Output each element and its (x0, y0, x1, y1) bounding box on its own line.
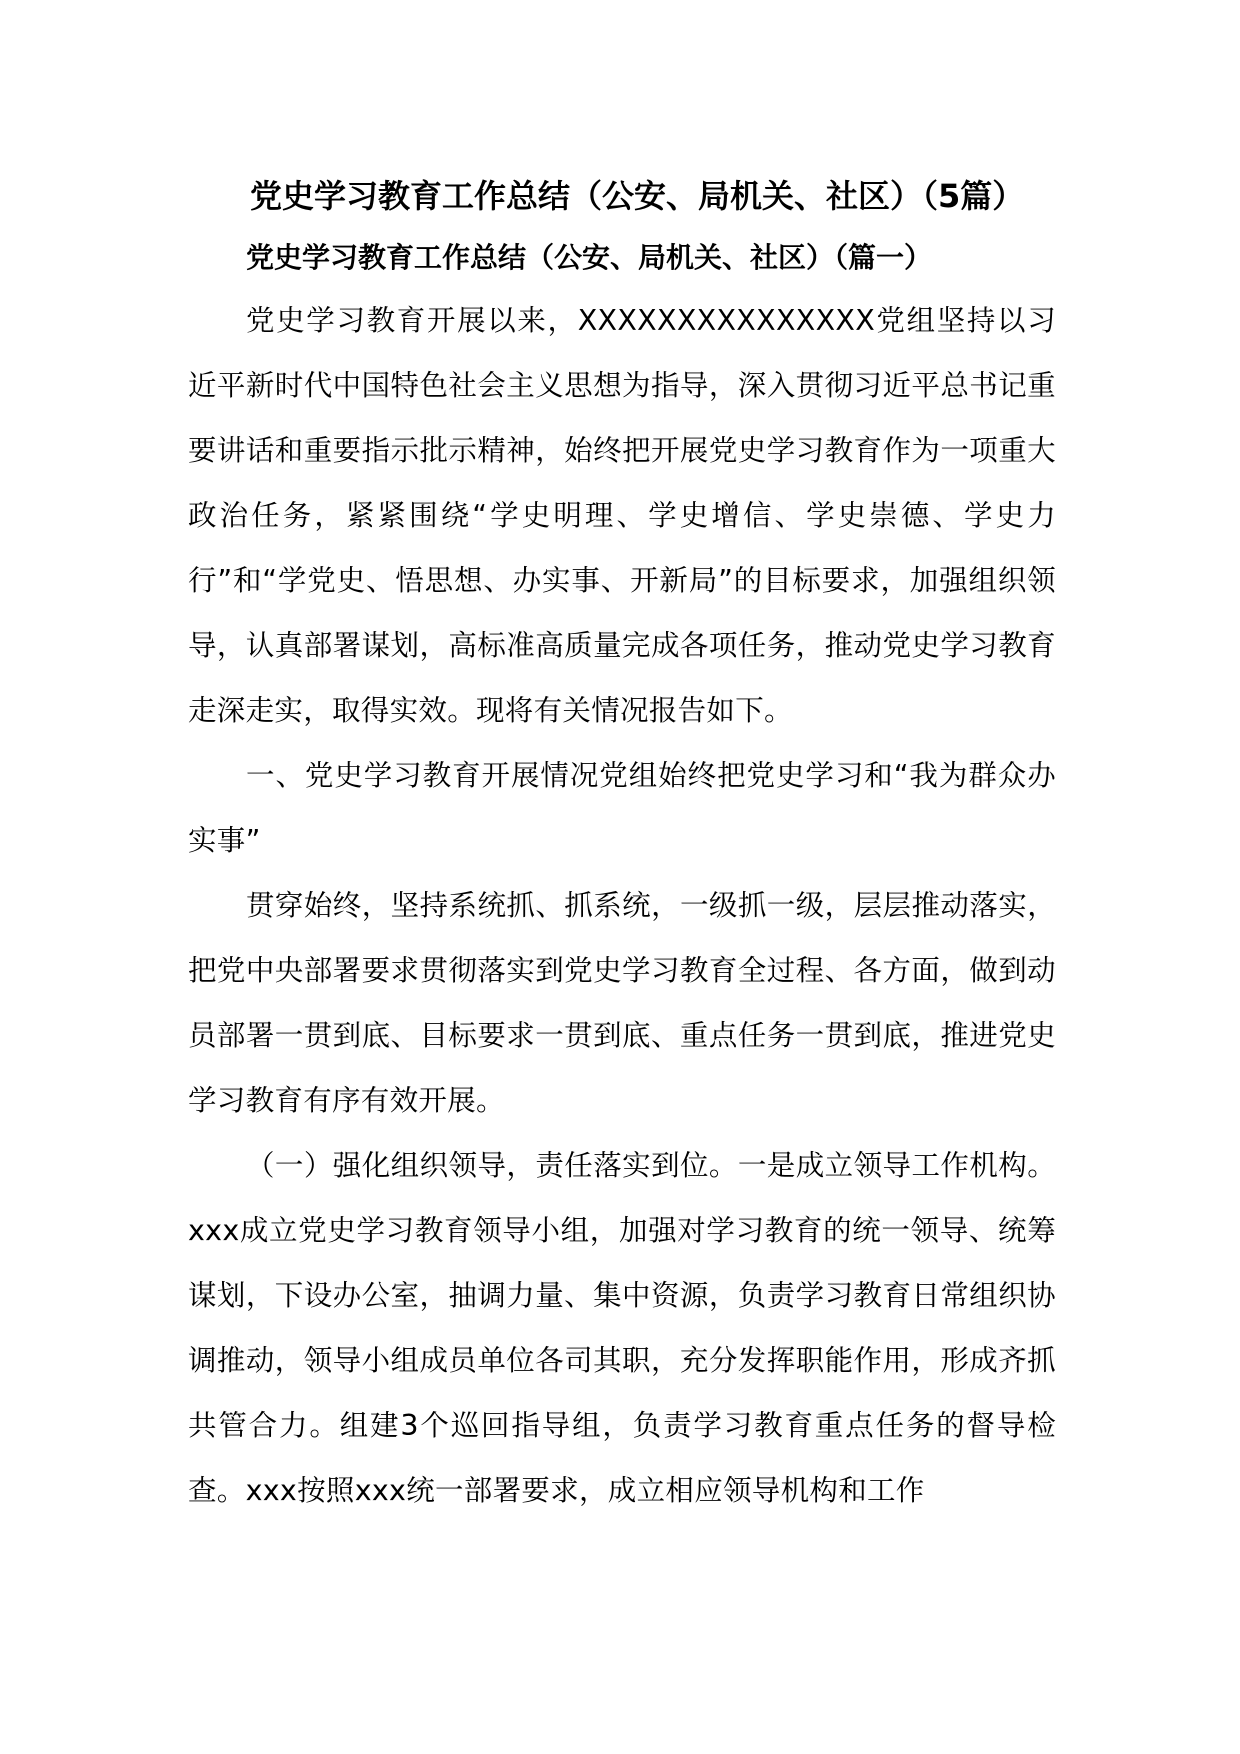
paragraph-organization: （一）强化组织领导，责任落实到位。一是成立领导工作机构。xxx成立党史学习教育领导小组，加强对学习教育的统一领导、统筹谋划，下设办公室，抽调力量、集中资源，负责学习教育日常组织协调推动，领导小组成员单位各司其职，充分发挥职能作用，形成齐抓共管合力。组建3个巡回指导组，负责学习教育重点任务的督导检查。xxx按照xxx统一部署要求，成立相应领导机构和工作 (188, 1149, 1056, 1507)
section-subtitle: 党史学习教育工作总结（公安、局机关、社区）（篇一） (246, 241, 933, 274)
paragraph-section-heading: 一、党史学习教育开展情况党组始终把党史学习和“我为群众办实事” (188, 759, 1056, 857)
paragraph-intro: 党史学习教育开展以来，XXXXXXXXXXXXXXX党组坚持以习近平新时代中国特色社会主义思想为指导，深入贯彻习近平总书记重要讲话和重要指示批示精神，始终把开展党史学习教育作为一项重大政治任务，紧紧围绕“学史明理、学史增信、学史崇德、学史力行”和“学党史、悟思想、办实事、开新局”的目标要求，加强组织领导，认真部署谋划，高标准高质量完成各项任务，推动党史学习教育走深走实，取得实效。现将有关情况报告如下。 (188, 304, 1056, 727)
document-title: 党史学习教育工作总结（公安、局机关、社区）（5篇） (250, 177, 1025, 215)
document-body (188, 168, 1056, 1523)
paragraph-overview: 贯穿始终，坚持系统抓、抓系统，一级抓一级，层层推动落实，把党中央部署要求贯彻落实到党史学习教育全过程、各方面，做到动员部署一贯到底、目标要求一贯到底、重点任务一贯到底，推进党史学习教育有序有效开展。 (188, 889, 1056, 1117)
